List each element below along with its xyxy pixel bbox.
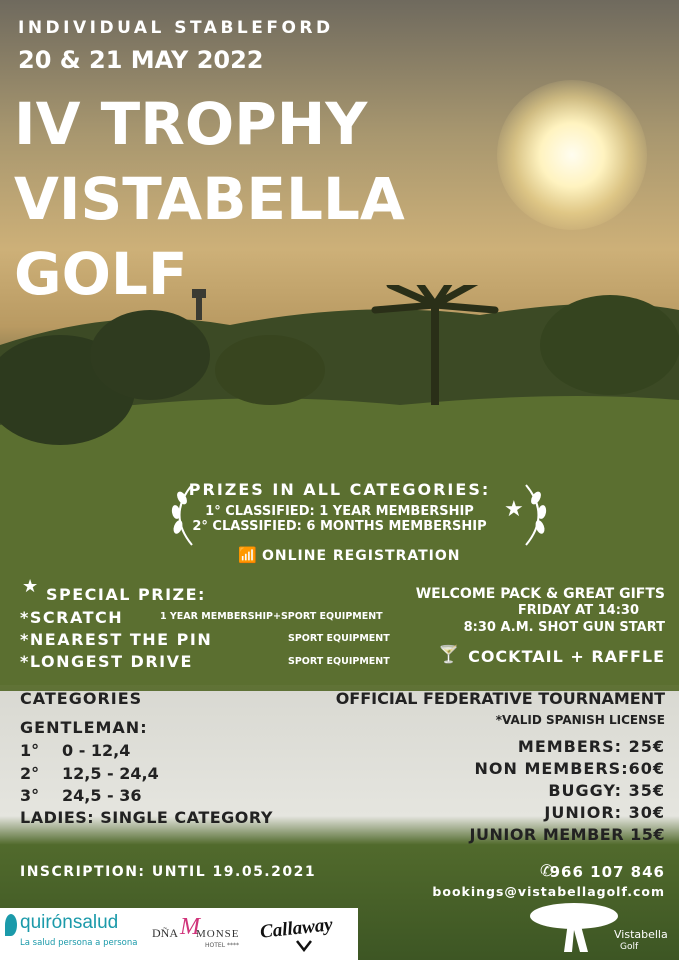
- vistabella-logo-sub: Golf: [620, 942, 639, 952]
- phone-icon: ✆: [540, 861, 554, 880]
- dona-monse-hotel: HOTEL ****: [205, 942, 239, 949]
- special-prize-heading: SPECIAL PRIZE:: [46, 585, 206, 604]
- sponsor-logo-strip: [0, 908, 358, 960]
- dona-monse-logo-m-icon: M: [180, 914, 200, 940]
- special-scratch: *SCRATCH: [20, 608, 124, 627]
- official-tournament: OFFICIAL FEDERATIVE TOURNAMENT: [335, 689, 665, 708]
- category-row-num: 1°: [20, 741, 40, 760]
- cocktail-icon: 🍸: [438, 645, 460, 665]
- quironsalud-tagline: La salud persona a persona: [20, 938, 138, 948]
- vistabella-logo-text: Vistabella: [614, 928, 668, 941]
- callaway-logo: Callaway: [259, 914, 334, 943]
- friday-time: FRIDAY AT 14:30: [517, 603, 639, 618]
- contact-email[interactable]: bookings@vistabellagolf.com: [432, 884, 665, 899]
- event-title-line-3: GOLF: [14, 240, 188, 308]
- cocktail-raffle: COCKTAIL + RAFFLE: [468, 647, 665, 666]
- license-note: *VALID SPANISH LICENSE: [495, 713, 665, 727]
- star-trophy-icon: ★: [504, 497, 524, 522]
- star-trophy-icon: ★: [22, 576, 39, 597]
- category-row-range: 24,5 - 36: [62, 786, 142, 805]
- callaway-chevron-icon: [296, 940, 312, 952]
- event-format: INDIVIDUAL STABLEFORD: [18, 18, 334, 38]
- fee-buggy: BUGGY: 35€: [548, 781, 665, 800]
- dona-monse-logo-name: MONSE: [196, 928, 240, 940]
- contact-phone[interactable]: 966 107 846: [549, 863, 665, 881]
- inscription-deadline: INSCRIPTION: UNTIL 19.05.2021: [20, 864, 317, 880]
- fee-non-members: NON MEMBERS:60€: [474, 759, 665, 778]
- quironsalud-logo: quirónsalud: [20, 912, 119, 933]
- special-longest-drive: *LONGEST DRIVE: [20, 652, 193, 671]
- category-row-range: 0 - 12,4: [62, 741, 131, 760]
- event-title-line-1: IV TROPHY: [14, 90, 368, 158]
- dona-monse-logo-prefix: DÑA: [152, 926, 178, 940]
- categories-heading: CATEGORIES: [20, 689, 143, 708]
- sun-glow: [497, 80, 647, 230]
- event-date: 20 & 21 MAY 2022: [18, 46, 264, 74]
- category-row-range: 12,5 - 24,4: [62, 764, 159, 783]
- category-row-num: 3°: [20, 786, 40, 805]
- fee-junior-member: JUNIOR MEMBER 15€: [469, 825, 665, 844]
- event-title-line-2: VISTABELLA: [14, 165, 405, 233]
- special-scratch-prize: 1 YEAR MEMBERSHIP+SPORT EQUIPMENT: [160, 611, 383, 622]
- online-registration: ONLINE REGISTRATION: [262, 548, 461, 564]
- vistabella-tree-logo-icon: [528, 900, 620, 955]
- category-row-num: 2°: [20, 764, 40, 783]
- ladies-category: LADIES: SINGLE CATEGORY: [20, 808, 273, 827]
- prize-first: 1° CLASSIFIED: 1 YEAR MEMBERSHIP: [205, 504, 474, 519]
- fee-junior: JUNIOR: 30€: [544, 803, 665, 822]
- prize-second: 2° CLASSIFIED: 6 MONTHS MEMBERSHIP: [192, 519, 487, 534]
- quironsalud-logo-icon: [5, 914, 17, 936]
- prizes-heading: PRIZES IN ALL CATEGORIES:: [188, 480, 491, 499]
- wifi-icon: 📶: [238, 546, 257, 564]
- welcome-pack: WELCOME PACK & GREAT GIFTS: [415, 586, 665, 602]
- gentleman-heading: GENTLEMAN:: [20, 718, 148, 737]
- special-nearest-pin-prize: SPORT EQUIPMENT: [288, 633, 390, 644]
- special-longest-drive-prize: SPORT EQUIPMENT: [288, 656, 390, 667]
- shotgun-start: 8:30 A.M. SHOT GUN START: [463, 620, 665, 635]
- fee-members: MEMBERS: 25€: [517, 737, 665, 756]
- special-nearest-pin: *NEAREST THE PIN: [20, 630, 213, 649]
